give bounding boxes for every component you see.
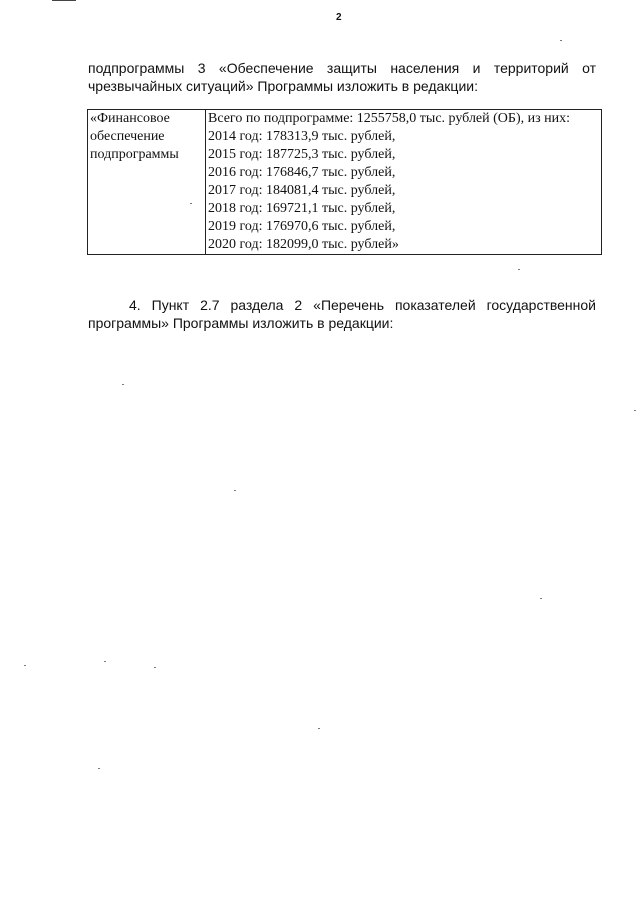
scan-speck xyxy=(104,661,106,662)
top-edge-mark xyxy=(52,0,76,1)
year-line: 2020 год: 182099,0 тыс. рублей» xyxy=(208,237,399,252)
paragraph-line: подпрограммы 3 «Обеспечение защиты населения и территорий от xyxy=(88,60,596,76)
paragraph-line: программы» Программы изложить в редакции: xyxy=(88,315,394,331)
table-values-cell xyxy=(206,110,602,255)
year-line: 2016 год: 176846,7 тыс. рублей, xyxy=(208,165,396,180)
scan-speck xyxy=(318,728,320,729)
scan-speck xyxy=(560,40,562,41)
scan-speck xyxy=(540,598,542,599)
scan-speck xyxy=(634,410,636,411)
scan-speck xyxy=(98,768,100,769)
paragraph-line: чрезвычайных ситуаций» Программы изложить в редакции: xyxy=(88,78,478,94)
label-line: обеспечение xyxy=(90,129,165,144)
finance-table xyxy=(87,109,602,255)
paragraph-subprogram-3 xyxy=(88,59,596,95)
total-line: Всего по подпрограмме: 1255758,0 тыс. рублей (ОБ), из них: xyxy=(208,111,571,126)
paragraph-point-2-7 xyxy=(88,296,596,332)
scan-speck xyxy=(518,269,520,270)
scan-speck xyxy=(24,665,26,666)
scan-speck xyxy=(190,203,192,204)
paragraph-line: 4. Пункт 2.7 раздела 2 «Перечень показателей государственной xyxy=(129,297,596,313)
year-line: 2015 год: 187725,3 тыс. рублей, xyxy=(208,147,396,162)
year-line: 2019 год: 176970,6 тыс. рублей, xyxy=(208,219,396,234)
page-number: 2 xyxy=(336,12,342,23)
year-line: 2014 год: 178313,9 тыс. рублей, xyxy=(208,129,396,144)
table-label-cell xyxy=(88,110,206,255)
label-line: «Финансовое xyxy=(90,111,170,126)
label-line: подпрограммы xyxy=(90,147,179,162)
year-line: 2018 год: 169721,1 тыс. рублей, xyxy=(208,201,396,216)
scan-speck xyxy=(154,667,156,668)
table-row xyxy=(88,110,602,255)
scan-speck xyxy=(122,384,124,385)
scan-speck xyxy=(234,490,236,491)
year-line: 2017 год: 184081,4 тыс. рублей, xyxy=(208,183,396,198)
